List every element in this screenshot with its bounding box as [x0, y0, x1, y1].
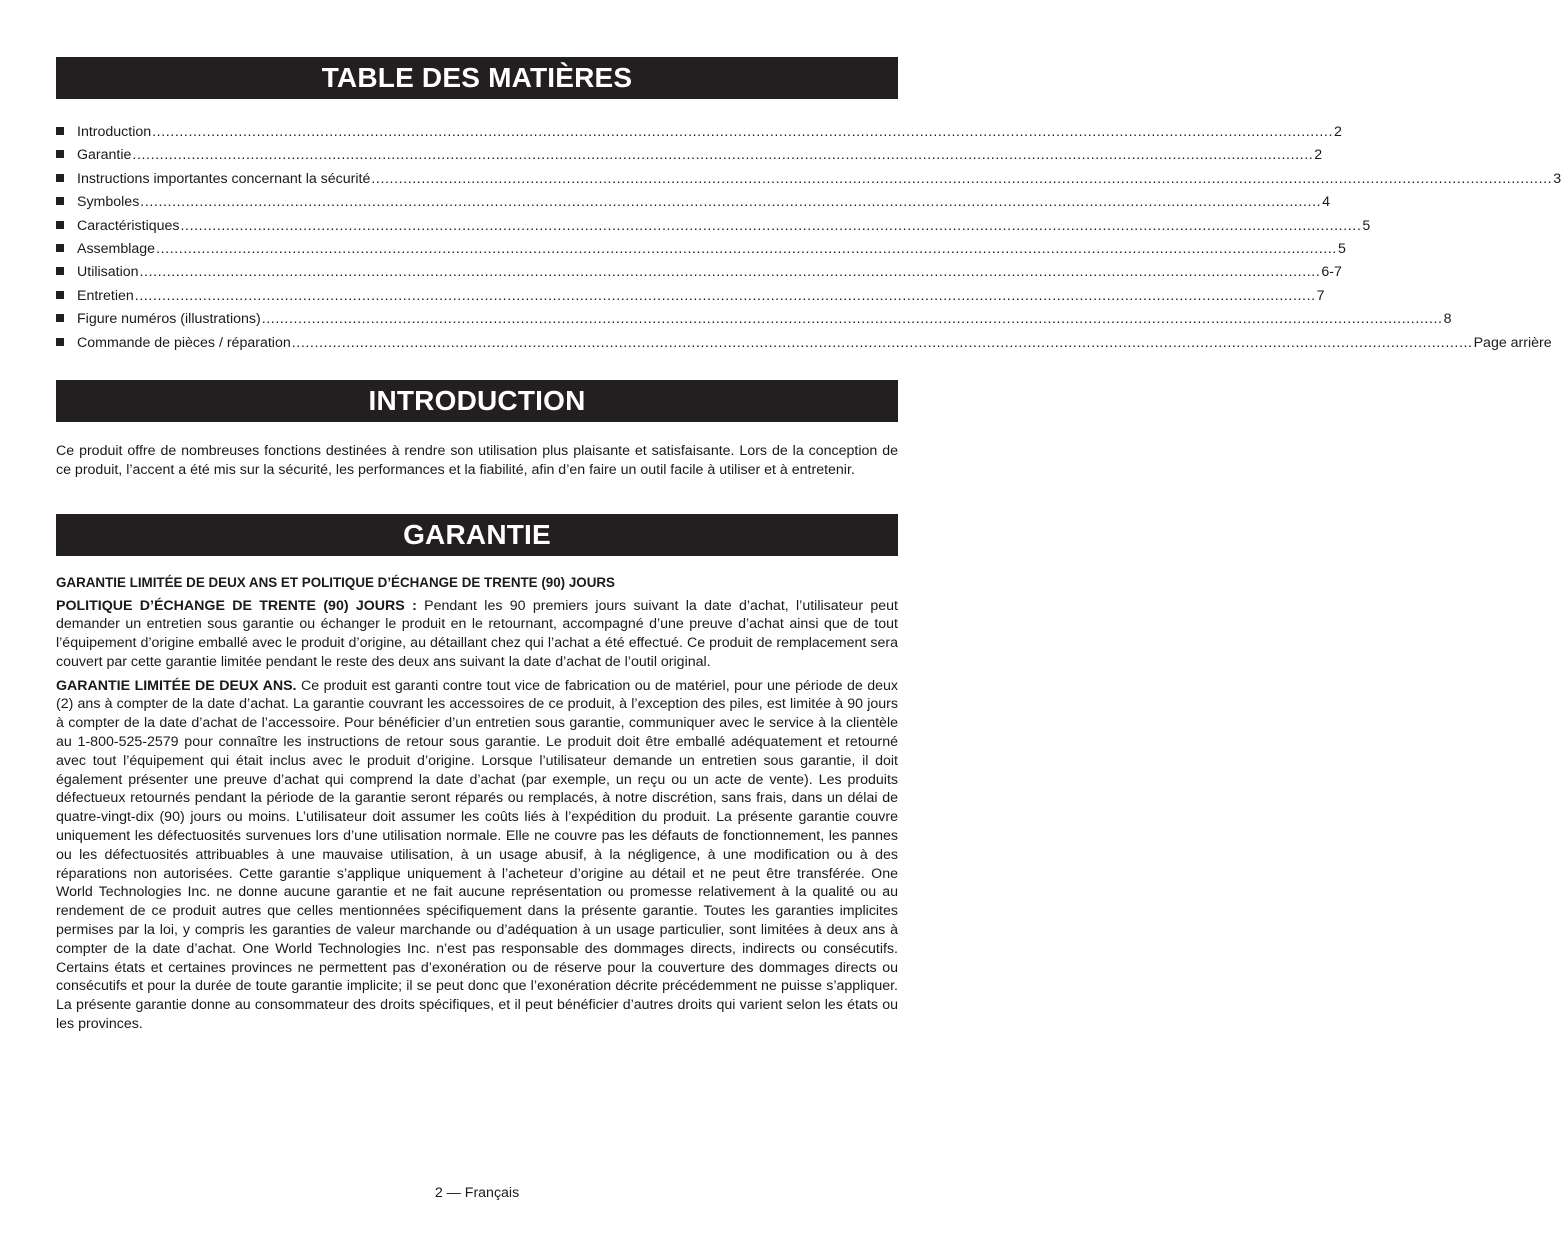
toc-item[interactable]	[56, 215, 1371, 238]
dot-leader: ....................................................................................................................................................................................................................................................................	[291, 334, 1473, 351]
dot-leader: ....................................................................................................................................................................................................................................................................	[180, 217, 1362, 234]
toc-item-page: 5	[1362, 217, 1371, 234]
toc-item-page: 3	[1553, 170, 1561, 187]
square-bullet-icon	[56, 150, 64, 158]
dot-leader: ....................................................................................................................................................................................................................................................................	[156, 240, 1337, 257]
dot-leader: ....................................................................................................................................................................................................................................................................	[139, 264, 1321, 281]
toc-item-label: Symboles	[77, 194, 140, 211]
square-bullet-icon	[56, 314, 64, 322]
toc-list	[56, 121, 1561, 355]
toc-item-label: Commande de pièces / réparation	[77, 334, 291, 351]
limited-warranty-text: Ce produit est garanti contre tout vice de fabrication ou de matériel, pour une période de deux (2) ans à compter de la date d’achat. La garantie couvrant les accessoires de ce produit, à l’exception des piles, est limitée à 90 jours à compter de la date d’achat de l’accessoire. Pour bénéficier d’un entretien sous garantie, communiquer avec le service à la clientèle au 1-800-525-2579 pour connaître les instructions de retour sous garantie. Le produit doit être emballé adéquatement et retourné avec tout l’équipement qui était inclus avec le produit d’origine. Lorsque l’utilisateur demande un entretien sous garantie, il doit également présenter une preuve d’achat qui comprend la date d’achat (par exemple, un reçu ou un acte de vente). Les produits défectueux retournés pendant la période de la garantie seront réparés ou remplacés, à notre discrétion, sans frais, dans un délai de quatre-vingt-dix (90) jours ou moins. L’utilisateur doit assumer les coûts liés à l’expédition du produit. La présente garantie couvre uniquement les défectuosités survenues lors d’une utilisation normale. Elle ne couvre pas les défauts de fonctionnement, les pannes ou les défectuosités attribuables à une mauvaise utilisation, à un usage abusif, à la négligence, à une modification ou à des réparations non autorisées. Cette garantie s’applique uniquement à l’acheteur d’origine au détail et ne peut être transférée. One World Technologies Inc. ne donne aucune garantie et ne fait aucune représentation ou promesse relativement à la qualité ou au rendement de ce produit autres que celles mentionnées spécifiquement dans la présente garantie. Toutes les garanties implicites permises par la loi, y compris les garanties de valeur marchande ou d’adéquation à un usage particulier, sont limitées à deux ans à compter de la date d’achat. One World Technologies Inc. n’est pas responsable des dommages directs, indirects ou consécutifs. Certains états et certaines provinces ne permettent pas d’exonération ou de réserve pour la couverture des dommages directs ou consécutifs et pour la durée de toute garantie implicite; il se peut donc que l’exonération décrite précédemment ne puisse s’appliquer. La présente garantie donne au consommateur des droits spécifiques, et il peut bénéficier d’autres droits qui varient selon les états ou les provinces.	[56, 677, 898, 1033]
toc-item-page: 8	[1443, 311, 1452, 328]
dot-leader: ....................................................................................................................................................................................................................................................................	[371, 170, 1553, 187]
garantie-subtitle: GARANTIE LIMITÉE DE DEUX ANS ET POLITIQUE D’ÉCHANGE DE TRENTE (90) JOURS	[56, 574, 615, 590]
toc-item[interactable]	[56, 168, 1561, 191]
exchange-policy-paragraph	[56, 597, 898, 672]
toc-title: TABLE DES MATIÈRES	[321, 62, 633, 93]
dot-leader: ....................................................................................................................................................................................................................................................................	[134, 287, 1316, 304]
limited-warranty-heading: GARANTIE LIMITÉE DE DEUX ANS.	[56, 677, 297, 694]
toc-item-page: Page arrière	[1473, 334, 1552, 351]
dot-leader: ....................................................................................................................................................................................................................................................................	[261, 311, 1443, 328]
toc-item[interactable]	[56, 191, 1331, 214]
garantie-title: GARANTIE	[403, 518, 551, 550]
square-bullet-icon	[56, 244, 64, 252]
toc-item-page: 2	[1334, 124, 1342, 140]
toc-item-label: Utilisation	[77, 264, 139, 281]
toc-item[interactable]	[56, 285, 1325, 308]
limited-warranty-paragraph	[56, 677, 898, 1034]
toc-banner	[56, 57, 898, 99]
square-bullet-icon	[56, 127, 64, 135]
toc-item[interactable]	[56, 261, 1342, 284]
toc-item-label: Caractéristiques	[77, 217, 180, 234]
toc-item-label: Garantie	[77, 147, 132, 164]
toc-item-label: Instructions importantes concernant la sécurité	[77, 170, 371, 187]
square-bullet-icon	[56, 174, 64, 182]
exchange-policy-heading: POLITIQUE D’ÉCHANGE DE TRENTE (90) JOURS :	[56, 597, 417, 614]
toc-item[interactable]	[56, 144, 1323, 167]
toc-item-label: Entretien	[77, 287, 134, 304]
dot-leader: ....................................................................................................................................................................................................................................................................	[140, 194, 1322, 211]
toc-item-label: Introduction	[77, 124, 152, 140]
dot-leader: ....................................................................................................................................................................................................................................................................	[132, 147, 1314, 164]
square-bullet-icon	[56, 221, 64, 229]
toc-item-label: Assemblage	[77, 240, 156, 257]
introduction-title: INTRODUCTION	[368, 384, 586, 416]
garantie-banner	[56, 514, 898, 556]
dot-leader: ....................................................................................................................................................................................................................................................................	[152, 124, 1333, 140]
toc-item[interactable]	[56, 238, 1346, 261]
square-bullet-icon	[56, 197, 64, 205]
introduction-banner	[56, 380, 898, 422]
square-bullet-icon	[56, 267, 64, 275]
document-page	[56, 57, 1561, 1034]
page-footer: 2 — Français	[434, 1185, 520, 1201]
exchange-policy-text: Pendant les 90 premiers jours suivant la date d’achat, l’utilisateur peut demander un entretien sous garantie ou échanger le produit en le retournant, accompagné d’une preuve d’achat ainsi que de tout l’équipement d’origine emballé avec le produit d’origine, au détaillant chez qui l’achat a été effectué. Ce produit de remplacement sera couvert par cette garantie limitée pendant le reste des deux ans suivant la date d’achat de l’outil original.	[56, 597, 898, 670]
toc-item-page: 6-7	[1321, 264, 1342, 281]
toc-item-page: 4	[1322, 194, 1331, 211]
toc-item[interactable]	[56, 121, 1342, 144]
toc-item[interactable]	[56, 308, 1452, 331]
toc-item-label: Figure numéros (illustrations)	[77, 311, 261, 328]
square-bullet-icon	[56, 338, 64, 346]
toc-item[interactable]	[56, 332, 1552, 355]
toc-item-page: 2	[1314, 147, 1323, 164]
square-bullet-icon	[56, 291, 64, 299]
introduction-paragraph: Ce produit offre de nombreuses fonctions destinées à rendre son utilisation plus plaisante et satisfaisante. Lors de la conception de ce produit, l’accent a été mis sur la sécurité, les performances et la fiabilité, afin d’en faire un outil facile à utiliser et à entretenir.	[56, 442, 898, 478]
toc-item-page: 7	[1316, 287, 1325, 304]
toc-item-page: 5	[1337, 240, 1346, 257]
